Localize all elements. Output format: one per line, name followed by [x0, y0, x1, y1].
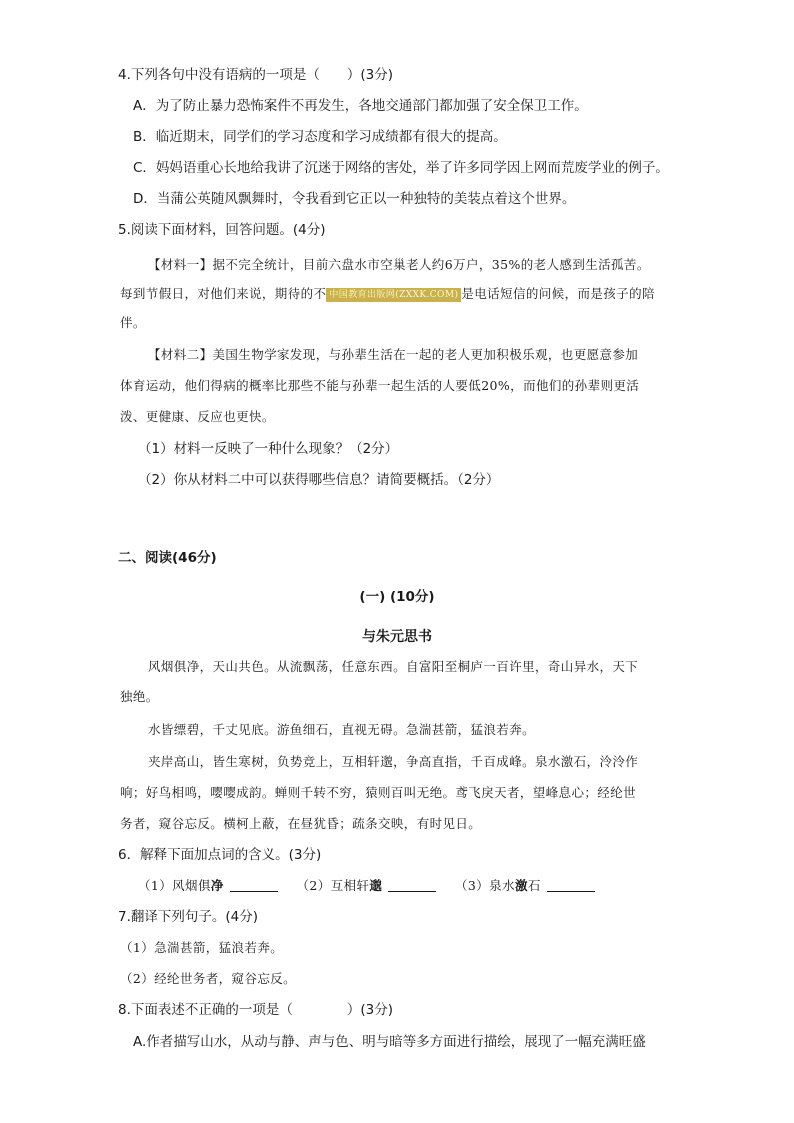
q6-stem: 6．解释下面加点词的含义。(3分) [118, 847, 322, 863]
q6-item-2-dotted: 邈 [369, 878, 383, 893]
passage-line-4: 夹岸高山，皆生寒树，负势竞上，互相轩邈，争高直指，千百成峰。泉水激石，泠泠作 [148, 754, 639, 769]
material-one-line-2 [120, 285, 655, 303]
q7-sentence-1: （1）急湍甚箭，猛浪若奔。 [120, 940, 284, 955]
section-two-heading: 二、阅读(46分) [118, 550, 217, 566]
watermark-banner: 中国教育出版网(ZXXK.COM) [326, 288, 461, 302]
material-two-line-2: 体育运动，他们得病的概率比那些不能与孙辈一起生活的人要低20%，而他们的孙辈则更活 [120, 378, 640, 393]
q4-option-c: C．妈妈语重心长地给我讲了沉迷于网络的害处，举了许多同学因上网而荒废学业的例子。 [133, 160, 669, 176]
q4-stem: 4.下列各句中没有语病的一项是（ ）(3分) [118, 67, 394, 83]
q7-stem: 7.翻译下列句子。(4分) [118, 909, 259, 925]
q6-item-3-blank[interactable] [547, 879, 595, 892]
q8-option-a: A.作者描写山水，从动与静、声与色、明与暗等多方面进行描绘，展现了一幅充满旺盛 [133, 1034, 646, 1050]
q6-item-3-tail: 石 [527, 878, 541, 893]
q6-item-3-label: （3）泉水 [455, 878, 515, 893]
q7-sentence-2: （2）经纶世务者，窥谷忘反。 [120, 971, 297, 986]
q6-item-2-label: （2）互相轩 [296, 878, 370, 893]
passage-line-6: 务者，窥谷忘反。横柯上蔽，在昼犹昏；疏条交映，有时见日。 [120, 816, 482, 831]
q6-item-1-blank[interactable] [230, 879, 278, 892]
q6-item-1-label: （1）风烟俱 [138, 878, 211, 893]
passage-line-3: 水皆缥碧，千丈见底。游鱼细石，直视无碍。急湍甚箭，猛浪若奔。 [148, 722, 536, 737]
material-one-line-2-b: 是电话短信的问候，而是孩子的陪 [461, 286, 655, 301]
q6-item-3-dotted: 激 [514, 878, 528, 893]
q4-option-b: B．临近期末，同学们的学习态度和学习成绩都有很大的提高。 [133, 129, 507, 145]
q8-stem: 8.下面表述不正确的一项是（ ）(3分) [118, 1002, 394, 1018]
material-one-line-2-a: 每到节假日，对他们来说，期待的不 [120, 286, 327, 301]
q6-items [138, 877, 595, 895]
passage-line-5: 响；好鸟相鸣，嘤嘤成韵。蝉则千转不穷，猿则百叫无绝。鸢飞戾天者，望峰息心；经纶世 [120, 785, 637, 800]
q6-item-1-dotted: 净 [210, 878, 224, 893]
material-two-line-1: 【材料二】美国生物学家发现，与孙辈生活在一起的老人更加积极乐观，也更愿意参加 [148, 347, 639, 362]
material-one-line-1: 【材料一】据不完全统计，目前六盘水市空巢老人约6万户，35%的老人感到生活孤苦。 [148, 257, 650, 272]
passage-line-1: 风烟俱净，天山共色。从流飘荡，任意东西。自富阳至桐庐一百许里，奇山异水，天下 [148, 659, 639, 674]
material-two-line-3: 泼、更健康、反应也更快。 [120, 409, 275, 424]
q4-option-d: D．当蒲公英随风飘舞时，令我看到它正以一种独特的美装点着这个世界。 [133, 191, 576, 207]
part-one-heading: (一) (10分) [359, 589, 435, 605]
q6-item-2-blank[interactable] [388, 879, 436, 892]
q5-sub-question-1: （1）材料一反映了一种什么现象？（2分） [138, 441, 399, 457]
q5-sub-question-2: （2）你从材料二中可以获得哪些信息？请简要概括。（2分） [138, 472, 500, 488]
q4-option-a: A．为了防止暴力恐怖案件不再发生，各地交通部门都加强了安全保卫工作。 [133, 98, 588, 114]
passage-title: 与朱元思书 [362, 629, 432, 645]
q5-stem: 5.阅读下面材料，回答问题。(4分) [118, 222, 326, 238]
material-one-line-3: 伴。 [120, 315, 146, 330]
passage-line-2: 独绝。 [120, 689, 159, 704]
